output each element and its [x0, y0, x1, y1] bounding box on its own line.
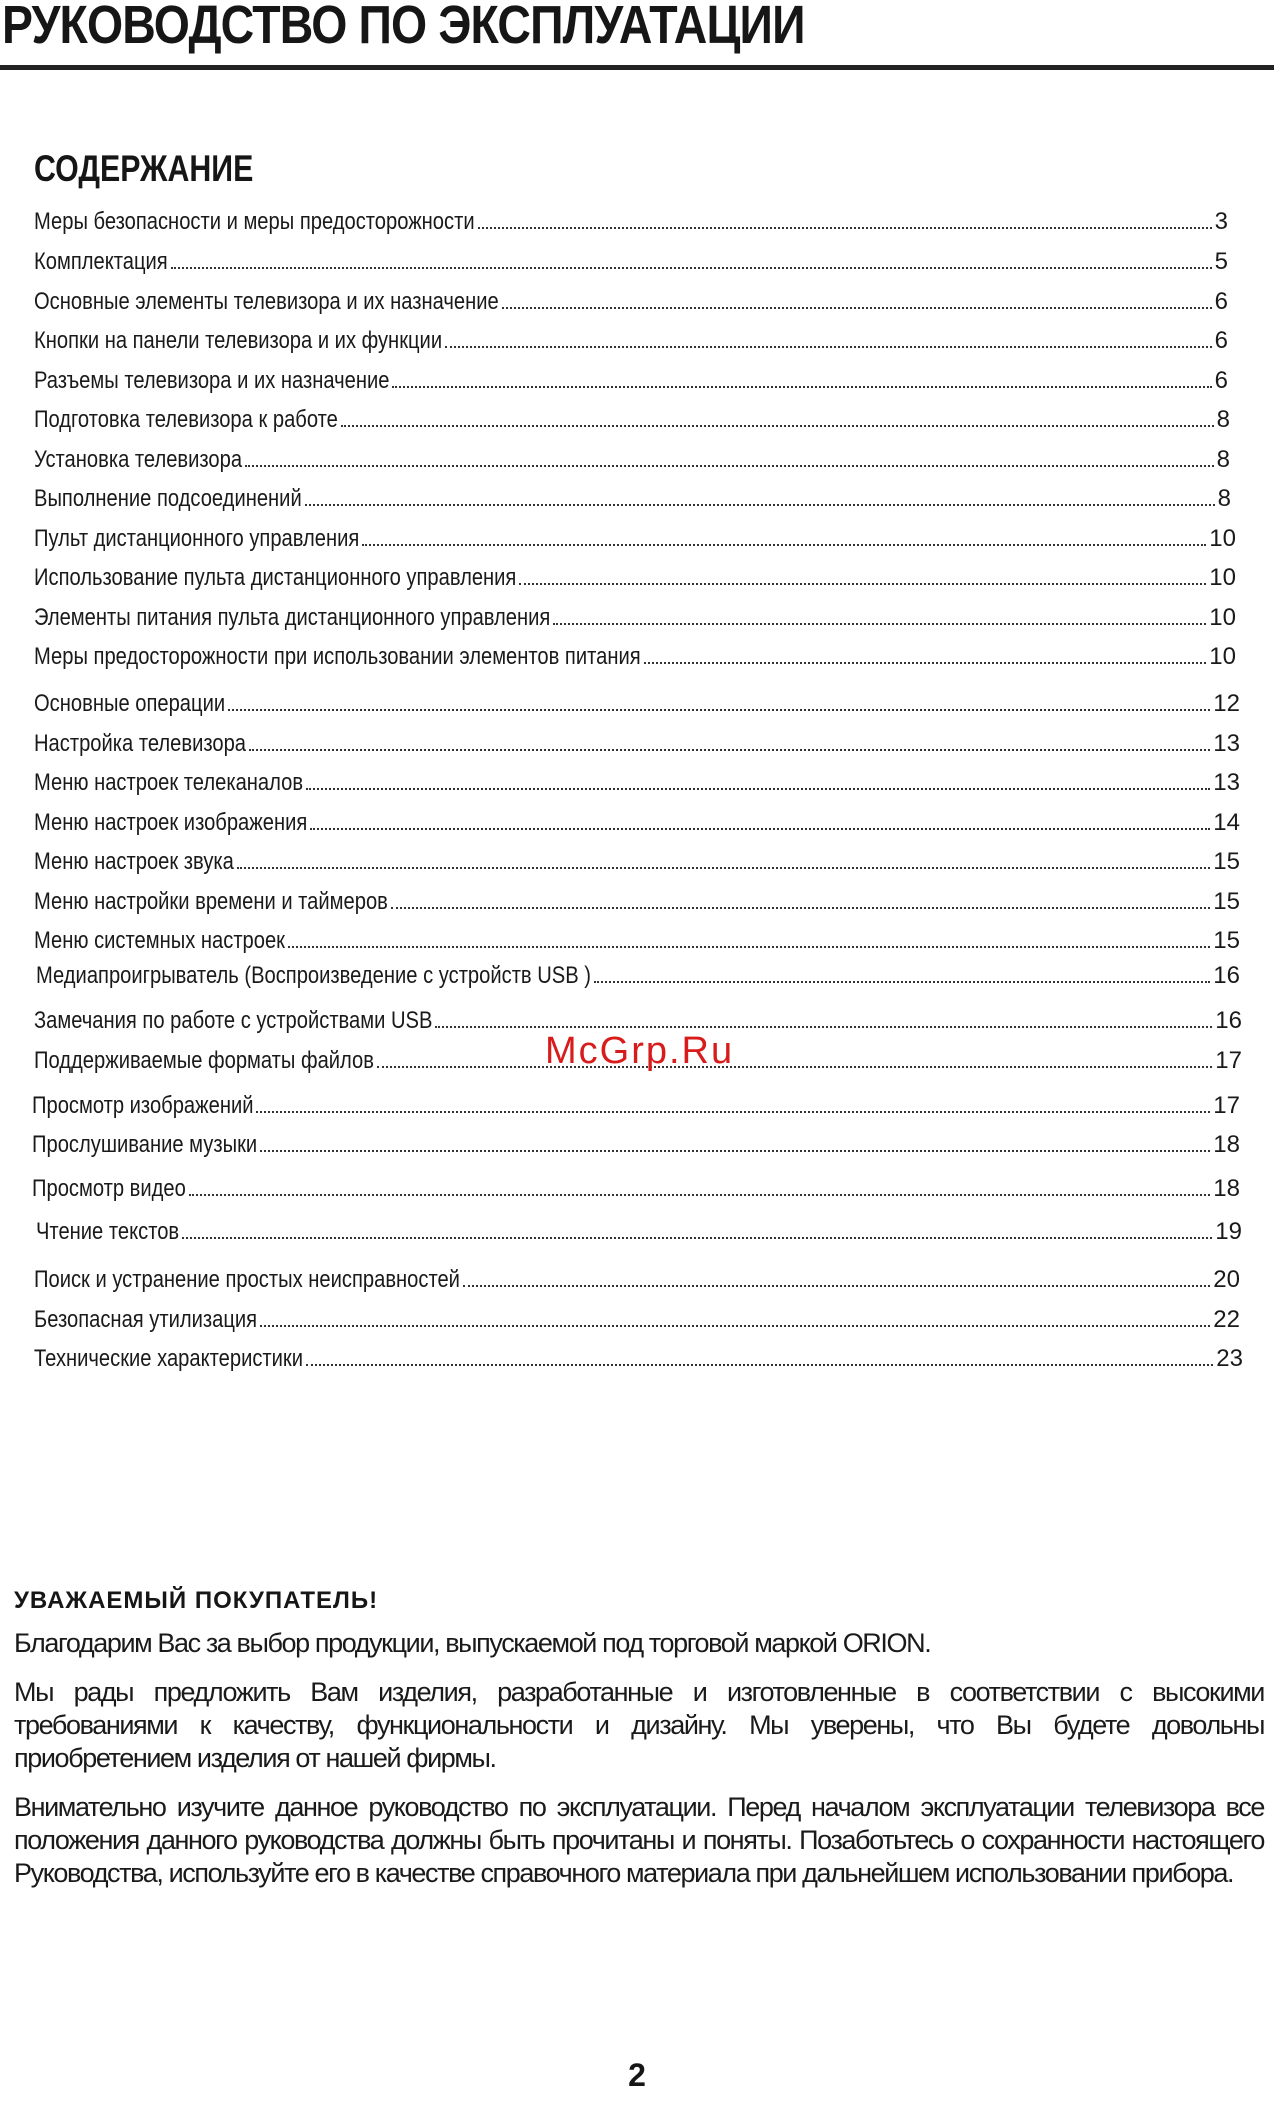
- toc-leader-dots: [260, 1149, 1210, 1152]
- toc-leader-dots: [245, 464, 1214, 467]
- toc-entry-label: Комплектация: [34, 248, 168, 275]
- toc-entry-page: 22: [1213, 1306, 1240, 1333]
- toc-entry[interactable]: [34, 406, 1230, 440]
- toc-entry-page: 15: [1213, 927, 1240, 954]
- letter-paragraph: Внимательно изучите данное руководство по эксплуатации. Перед началом эксплуатации телевизора все положения данного руководства должны быть прочитаны и поняты. Позаботьтесь о сохранности настоящего Руководства, используйте его в качестве справочного материала при дальнейшем использовании прибора.: [14, 1792, 1264, 1888]
- toc-leader-dots: [644, 661, 1207, 664]
- toc-entry-label: Технические характеристики: [34, 1345, 304, 1372]
- toc-entry[interactable]: [34, 248, 1228, 282]
- toc-entry-label: Поиск и устранение простых неисправностей: [34, 1266, 460, 1293]
- toc-entry[interactable]: [34, 769, 1240, 803]
- toc-entry-page: 3: [1214, 208, 1228, 235]
- toc-leader-dots: [228, 708, 1210, 711]
- letter-heading: УВАЖАЕМЫЙ ПОКУПАТЕЛЬ!: [14, 1587, 379, 1614]
- toc-entry-label: Меню настроек звука: [34, 848, 234, 875]
- toc-leader-dots: [310, 827, 1210, 830]
- document-title: РУКОВОДСТВО ПО ЭКСПЛУАТАЦИИ: [2, 0, 805, 55]
- toc-leader-dots: [553, 622, 1206, 625]
- toc-entry[interactable]: [34, 367, 1228, 401]
- toc-leader-dots: [435, 1025, 1212, 1028]
- toc-entry-page: 18: [1213, 1131, 1240, 1158]
- toc-entry[interactable]: [34, 1266, 1240, 1300]
- letter-paragraph: Мы рады предложить Вам изделия, разработанные и изготовленные в соответствии с высокими требованиями к качеству, функциональности и дизайну. Мы уверены, что Вы будете довольны приобретением изделия от нашей фирмы.: [14, 1677, 1264, 1773]
- toc-entry-label: Меню настройки времени и таймеров: [34, 888, 388, 915]
- toc-entry-page: 16: [1215, 1007, 1242, 1034]
- toc-entry-page: 20: [1213, 1266, 1240, 1293]
- toc-entry-label: Подготовка телевизора к работе: [34, 406, 338, 433]
- toc-entry-label: Меры безопасности и меры предосторожности: [34, 208, 475, 235]
- toc-entry[interactable]: [34, 208, 1228, 242]
- toc-entry-page: 8: [1216, 446, 1230, 473]
- toc-entry-page: 10: [1209, 525, 1236, 552]
- toc-leader-dots: [362, 543, 1206, 546]
- customer-letter: [14, 1587, 1264, 1906]
- toc-entry[interactable]: [34, 564, 1236, 598]
- toc-entry-label: Элементы питания пульта дистанционного управления: [34, 604, 551, 631]
- toc-leader-dots: [391, 906, 1210, 909]
- toc-entry[interactable]: [34, 848, 1240, 882]
- toc-leader-dots: [189, 1193, 1210, 1196]
- toc-leader-dots: [182, 1236, 1212, 1239]
- toc-entry[interactable]: [32, 1175, 1240, 1209]
- toc-entry[interactable]: [34, 604, 1236, 638]
- toc-entry[interactable]: [36, 1218, 1242, 1252]
- toc-leader-dots: [306, 787, 1210, 790]
- toc-entry-label: Использование пульта дистанционного управления: [34, 564, 517, 591]
- toc-entry[interactable]: [34, 288, 1228, 322]
- toc-leader-dots: [306, 1363, 1213, 1366]
- toc-leader-dots: [288, 945, 1210, 948]
- toc-entry-label: Основные элементы телевизора и их назначение: [34, 288, 499, 315]
- toc-entry[interactable]: [34, 525, 1236, 559]
- toc-leader-dots: [171, 266, 1212, 269]
- toc-leader-dots: [478, 226, 1212, 229]
- toc-entry-label: Медиапроигрыватель (Воспроизведение с устройств USB ): [36, 962, 592, 989]
- toc-entry-label: Меню системных настроек: [34, 927, 286, 954]
- toc-entry[interactable]: [34, 730, 1240, 764]
- toc-leader-dots: [305, 503, 1215, 506]
- toc-entry-page: 6: [1214, 367, 1228, 394]
- toc-entry[interactable]: [34, 446, 1230, 480]
- toc-entry-page: 10: [1209, 564, 1236, 591]
- toc-entry[interactable]: [36, 962, 1240, 996]
- toc-entry[interactable]: [34, 485, 1231, 519]
- toc-entry-page: 6: [1214, 327, 1228, 354]
- toc-entry-page: 12: [1213, 690, 1240, 717]
- toc-entry[interactable]: [32, 1092, 1240, 1126]
- toc-entry-label: Установка телевизора: [34, 446, 243, 473]
- toc-entry-label: Прослушивание музыки: [32, 1131, 258, 1158]
- toc-entry[interactable]: [32, 1131, 1240, 1165]
- toc-leader-dots: [256, 1110, 1210, 1113]
- toc-entry-label: Чтение текстов: [36, 1218, 180, 1245]
- toc-entry-page: 13: [1213, 730, 1240, 757]
- toc-entry-page: 10: [1209, 604, 1236, 631]
- toc-entry-page: 17: [1215, 1047, 1242, 1074]
- toc-entry-page: 13: [1213, 769, 1240, 796]
- toc-title: СОДЕРЖАНИЕ: [34, 148, 254, 189]
- toc-entry-page: 8: [1217, 485, 1231, 512]
- toc-entry-label: Просмотр видео: [32, 1175, 186, 1202]
- toc-entry[interactable]: [34, 1306, 1240, 1340]
- toc-entry-label: Поддерживаемые форматы файлов: [34, 1047, 374, 1074]
- toc-entry[interactable]: [34, 809, 1240, 843]
- toc-leader-dots: [260, 1324, 1210, 1327]
- toc-entry[interactable]: [34, 888, 1240, 922]
- watermark: McGrp.Ru: [545, 1030, 735, 1072]
- toc-entry-label: Разъемы телевизора и их назначение: [34, 367, 390, 394]
- toc-entry-page: 10: [1209, 643, 1236, 670]
- toc-entry[interactable]: [34, 327, 1228, 361]
- toc-entry-page: 19: [1215, 1218, 1242, 1245]
- toc-leader-dots: [392, 385, 1211, 388]
- toc-leader-dots: [249, 748, 1210, 751]
- toc-entry-label: Замечания по работе с устройствами USB: [34, 1007, 433, 1034]
- letter-paragraph: Благодарим Вас за выбор продукции, выпускаемой под торговой маркой ORION.: [14, 1628, 931, 1658]
- toc-entry-label: Настройка телевизора: [34, 730, 246, 757]
- toc-entry[interactable]: [34, 643, 1236, 677]
- toc-entry-page: 15: [1213, 888, 1240, 915]
- toc-leader-dots: [594, 980, 1210, 983]
- toc-entry-page: 18: [1213, 1175, 1240, 1202]
- toc-leader-dots: [445, 345, 1212, 348]
- toc-entry-page: 8: [1216, 406, 1230, 433]
- toc-leader-dots: [237, 866, 1210, 869]
- toc-entry-page: 14: [1213, 809, 1240, 836]
- toc-entry-page: 16: [1213, 962, 1240, 989]
- toc-leader-dots: [341, 424, 1214, 427]
- toc-entry-label: Безопасная утилизация: [34, 1306, 258, 1333]
- toc-leader-dots: [463, 1284, 1210, 1287]
- page-number: 2: [628, 2057, 646, 2093]
- toc-leader-dots: [519, 582, 1206, 585]
- toc-entry[interactable]: [34, 1345, 1243, 1379]
- toc-entry-label: Основные операции: [34, 690, 226, 717]
- toc-entry-label: Просмотр изображений: [32, 1092, 254, 1119]
- toc-entry-label: Меры предосторожности при использовании элементов питания: [34, 643, 641, 670]
- toc-entry-page: 5: [1214, 248, 1228, 275]
- toc-entry-label: Выполнение подсоединений: [34, 485, 302, 512]
- toc-entry-page: 6: [1214, 288, 1228, 315]
- toc-entry-label: Меню настроек телеканалов: [34, 769, 304, 796]
- toc-entry-label: Кнопки на панели телевизора и их функции: [34, 327, 443, 354]
- toc-entry-page: 23: [1216, 1345, 1243, 1372]
- toc-entry-page: 17: [1213, 1092, 1240, 1119]
- toc-entry-label: Пульт дистанционного управления: [34, 525, 360, 552]
- toc-entry-label: Меню настроек изображения: [34, 809, 308, 836]
- toc-entry[interactable]: [34, 690, 1240, 724]
- toc-leader-dots: [502, 306, 1212, 309]
- toc-leader-dots: [377, 1065, 1212, 1068]
- toc-entry[interactable]: [34, 927, 1240, 961]
- toc-entry-page: 15: [1213, 848, 1240, 875]
